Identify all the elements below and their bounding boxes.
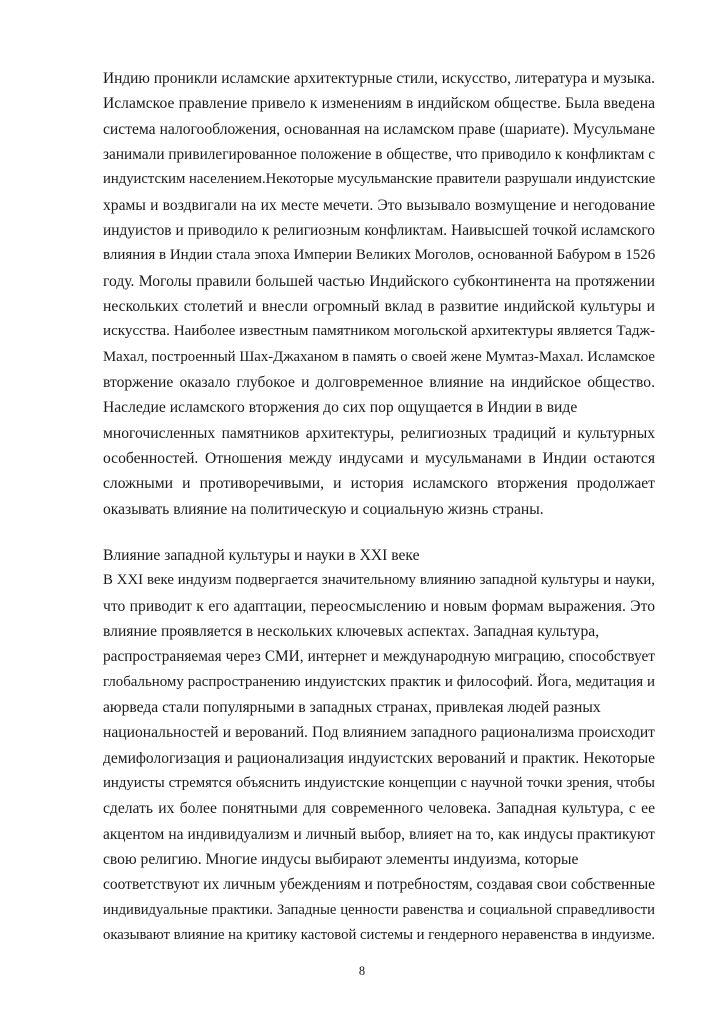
text-line: индуистов и приводило к религиозным конфликтам. Наивысшей точкой исламского [103, 221, 655, 239]
text-line: что приводит к его адаптации, переосмыслению и новым формам выражения. Это [103, 597, 655, 615]
text-line: влияния в Индии стала эпоха Империи Великих Моголов, основанной Бабуром в 1526 [103, 247, 656, 264]
text-line: индуистским населением.Некоторые мусульманские правители разрушали индуистские [103, 171, 656, 188]
text-line: национальностей и верований. Под влиянием западного рационализма происходит [103, 724, 655, 742]
text-line: соответствуют их личным убеждениям и потребностям, создавая свои собственные [103, 876, 655, 894]
text-line: искусства. Наиболее известным памятником могольской архитектуры является Тадж- [103, 323, 655, 340]
section-heading: Влияние западной культуры и науки в XXI веке [103, 547, 420, 564]
text-line: году. Моголы правили большей частью Индийского субконтинента на протяжении [103, 272, 655, 290]
section-heading-block [103, 543, 655, 568]
text-line: сделать их более понятными для современного человека. Западная культура, с ее [103, 800, 655, 818]
text-line: Наследие исламского вторжения до сих пор ощущается в Индии в виде [103, 399, 578, 417]
text-line: Махал, построенный Шах-Джаханом в память о своей жене Мумтаз-Махал. Исламское [103, 348, 655, 365]
text-line: многочисленных памятников архитектуры, религиозных традиций и культурных [103, 424, 655, 442]
text-line: занимали привилегированное положение в обществе, что приводило к конфликтам с [103, 145, 656, 163]
text-line: В XXI веке индуизм подвергается значительному влиянию западной культуры и науки, [103, 572, 655, 589]
text-line: демифологизация и рационализация индуистских верований и практик. Некоторые [103, 749, 655, 767]
text-line: свою религию. Многие индусы выбирают элементы индуизма, которые [103, 850, 579, 868]
text-line: Индию проникли исламские архитектурные стили, искусство, литература и музыка. [103, 70, 655, 87]
text-line: Исламское правление привело к изменениям в индийском обществе. Была введена [103, 95, 655, 113]
text-line: глобальному распространению индуистских практик и философий. Йога, медитация и [103, 673, 655, 690]
text-line: влияние проявляется в нескольких ключевых аспектах. Западная культура, [103, 622, 600, 640]
text-line: оказывают влияние на критику кастовой системы и гендерного неравенства в индуизме. [103, 926, 656, 943]
text-line: распространяемая через СМИ, интернет и международную миграцию, способствует [103, 648, 655, 666]
text-line: сложными и противоречивыми, и история исламского вторжения продолжает [103, 475, 655, 493]
text-line: индивидуальные практики. Западные ценности равенства и социальной справедливости [103, 901, 655, 918]
text-line: аюрведа стали популярными в западных странах, привлекая людей разных [103, 698, 601, 716]
text-line: нескольких столетий и внесли огромный вклад в развитие индийской культуры и [103, 297, 655, 315]
paragraph-islamic-influence [103, 66, 655, 522]
paragraph-western-influence [103, 568, 655, 948]
text-line: вторжение оказало глубокое и долговременное влияние на индийское общество. [103, 373, 655, 391]
text-line: храмы и воздвигали на их месте мечети. Это вызывало возмущение и негодование [103, 196, 655, 214]
text-line: система налогообложения, основанная на исламском праве (шариате). Мусульмане [103, 120, 655, 138]
page-number: 8 [358, 964, 366, 978]
text-line: акцентом на индивидуализм и личный выбор, влияет на то, как индусы практикуют [103, 825, 655, 843]
text-line: оказывать влияние на политическую и социальную жизнь страны. [103, 500, 544, 518]
text-line: особенностей. Отношения между индусами и мусульманами в Индии остаются [103, 449, 655, 467]
text-line: индуисты стремятся объяснить индуистские концепции с научной точки зрения, чтобы [103, 774, 655, 791]
